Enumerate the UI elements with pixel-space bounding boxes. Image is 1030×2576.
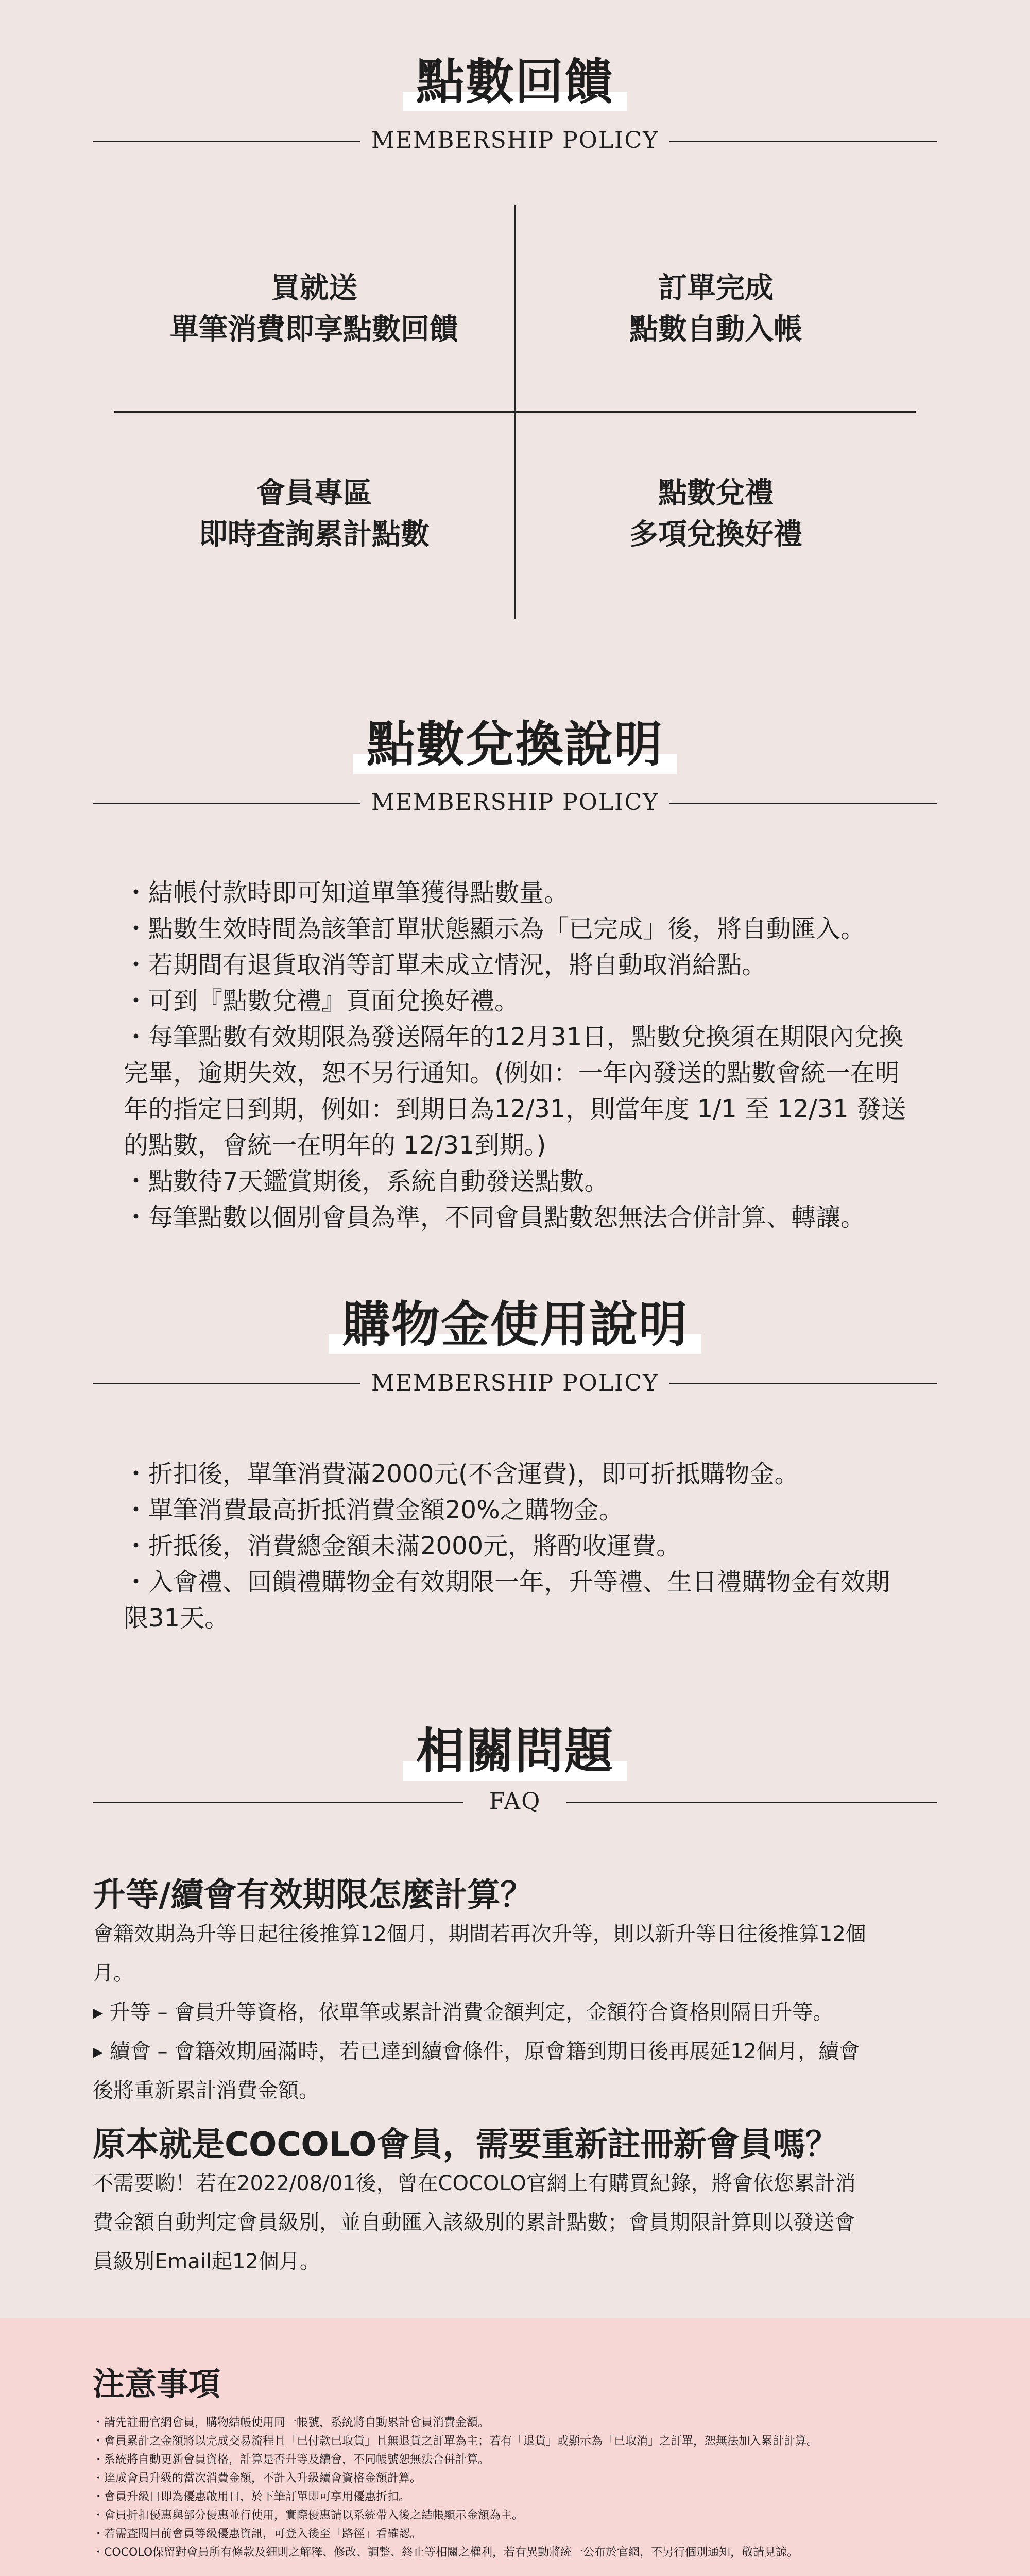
- grid-horizontal-divider: [114, 411, 916, 413]
- divider-line: [93, 1383, 360, 1384]
- list-item: 完畢，逾期失效，恕不另行通知。(例如：一年內發送的點數會統一在明: [124, 1059, 900, 1088]
- feature-member-area: [124, 473, 505, 555]
- feature-heading: 訂單完成: [658, 272, 774, 305]
- notice-item: ・請先註冊官網會員，購物結帳使用同一帳號，系統將自動累計會員消費金額。: [93, 2416, 490, 2429]
- faq-subtitle: [0, 1786, 1030, 1817]
- feature-desc: 點數自動入帳: [629, 313, 802, 346]
- feature-desc: 即時查詢累計點數: [199, 518, 430, 551]
- redeem-title-text: 點數兌換說明: [353, 714, 677, 776]
- list-item: ・折扣後，單筆消費滿2000元(不含運費)，即可折抵購物金。: [124, 1460, 799, 1488]
- answer-line: ▸ 續會 – 會籍效期屆滿時，若已達到續會條件，原會籍到期日後再展延12個月，續會: [93, 2040, 860, 2063]
- faq-question-existing-member: 原本就是COCOLO會員，需要重新註冊新會員嗎？: [93, 2126, 838, 2164]
- answer-line: 後將重新累計消費金額。: [93, 2079, 319, 2103]
- divider-line: [93, 141, 360, 142]
- faq-subtitle-text: FAQ: [489, 1788, 541, 1815]
- credit-subtitle: [0, 1368, 1030, 1399]
- notice-item: ・會員升級日即為優惠啟用日，於下筆訂單即可享用優惠折扣。: [93, 2490, 410, 2503]
- divider-line: [670, 803, 937, 804]
- answer-line: 員級別Email起12個月。: [93, 2250, 320, 2274]
- list-item: ・每筆點數以個別會員為準，不同會員點數恕無法合併計算、轉讓。: [124, 1203, 866, 1232]
- redeem-subtitle-text: MEMBERSHIP POLICY: [371, 789, 659, 816]
- feature-order-complete: [525, 268, 906, 350]
- credit-rules-list: [124, 1456, 917, 1636]
- notice-item: ・會員折扣優惠與部分優惠並行使用，實際優惠請以系統帶入後之結帳顯示金額為主。: [93, 2509, 524, 2522]
- answer-line: ▸ 升等 – 會員升等資格，依單筆或累計消費金額判定，金額符合資格則隔日升等。: [93, 2001, 834, 2024]
- answer-line: 月。: [93, 1961, 134, 1985]
- divider-line: [566, 1802, 937, 1803]
- list-item: ・折抵後，消費總金額未滿2000元，將酌收運費。: [124, 1532, 681, 1561]
- notice-title: 注意事項: [93, 2365, 221, 2403]
- divider-line: [670, 141, 937, 142]
- list-item: 年的指定日到期，例如：到期日為12/31，則當年度 1/1 至 12/31 發送: [124, 1095, 906, 1124]
- divider-line: [670, 1383, 937, 1384]
- faq-title-text: 相關問題: [403, 1721, 627, 1783]
- credit-section-title: [0, 1294, 1030, 1356]
- credit-title-text: 購物金使用說明: [329, 1294, 701, 1356]
- notice-list: [93, 2414, 937, 2562]
- faq-answer-renewal: [93, 1914, 937, 2110]
- points-subtitle-text: MEMBERSHIP POLICY: [371, 127, 659, 154]
- credit-subtitle-text: MEMBERSHIP POLICY: [371, 1370, 659, 1396]
- points-subtitle: [0, 125, 1030, 156]
- feature-desc: 多項兌換好禮: [629, 518, 802, 551]
- feature-desc: 單筆消費即享點數回饋: [170, 313, 458, 346]
- list-item: ・每筆點數有效期限為發送隔年的12月31日，點數兌換須在期限內兌換: [124, 1023, 904, 1052]
- list-item: 限31天。: [124, 1604, 230, 1633]
- answer-line: 會籍效期為升等日起往後推算12個月，期間若再次升等，則以新升等日往後推算12個: [93, 1922, 866, 1946]
- list-item: ・點數待7天鑑賞期後，系統自動發送點數。: [124, 1167, 609, 1196]
- list-item: ・若期間有退貨取消等訂單未成立情況，將自動取消給點。: [124, 951, 767, 979]
- list-item: ・單筆消費最高折抵消費金額20%之購物金。: [124, 1496, 624, 1524]
- answer-line: 不需要喲！若在2022/08/01後，曾在COCOLO官網上有購買紀錄，將會依您累計消: [93, 2172, 856, 2195]
- feature-buy-reward: [124, 268, 505, 350]
- faq-question-renewal: 升等/續會有效期限怎麼計算？: [93, 1876, 534, 1914]
- points-section-title: [0, 52, 1030, 113]
- notice-item: ・系統將自動更新會員資格，計算是否升等及續會，不同帳號恕無法合併計算。: [93, 2453, 490, 2466]
- list-item: 的點數，會統一在明年的 12/31到期。): [124, 1131, 546, 1160]
- redeem-rules-list: [124, 875, 917, 1235]
- list-item: ・點數生效時間為該筆訂單狀態顯示為「已完成」後，將自動匯入。: [124, 914, 866, 943]
- answer-line: 費金額自動判定會員級別，並自動匯入該級別的累計點數；會員期限計算則以發送會: [93, 2211, 855, 2234]
- divider-line: [93, 803, 360, 804]
- points-title-text: 點數回饋: [403, 52, 627, 113]
- notice-item: ・COCOLO保留對會員所有條款及細則之解釋、修改、調整、終止等相關之權利，若有異動將統一公布於官網，不另行個別通知，敬請見諒。: [93, 2546, 799, 2559]
- feature-heading: 點數兌禮: [658, 477, 774, 510]
- feature-heading: 會員專區: [256, 477, 372, 510]
- notice-item: ・若需查閱目前會員等級優惠資訊，可登入後至「路徑」看確認。: [93, 2528, 422, 2540]
- feature-points-redeem: [525, 473, 906, 555]
- redeem-section-title: [0, 714, 1030, 776]
- feature-heading: 買就送: [271, 272, 357, 305]
- faq-answer-existing-member: [93, 2164, 937, 2281]
- notice-item: ・會員累計之金額將以完成交易流程且「已付款已取貨」且無退貨之訂單為主；若有「退貨」或顯示為「已取消」之訂單，恕無法加入累計計算。: [93, 2435, 818, 2448]
- list-item: ・結帳付款時即可知道單筆獲得點數量。: [124, 878, 569, 907]
- notice-item: ・達成會員升級的當次消費金額，不計入升級續會資格金額計算。: [93, 2472, 422, 2485]
- redeem-subtitle: [0, 787, 1030, 818]
- list-item: ・入會禮、回饋禮購物金有效期限一年，升等禮、生日禮購物金有效期: [124, 1568, 890, 1597]
- faq-section-title: [0, 1721, 1030, 1783]
- list-item: ・可到『點數兌禮』頁面兌換好禮。: [124, 987, 520, 1015]
